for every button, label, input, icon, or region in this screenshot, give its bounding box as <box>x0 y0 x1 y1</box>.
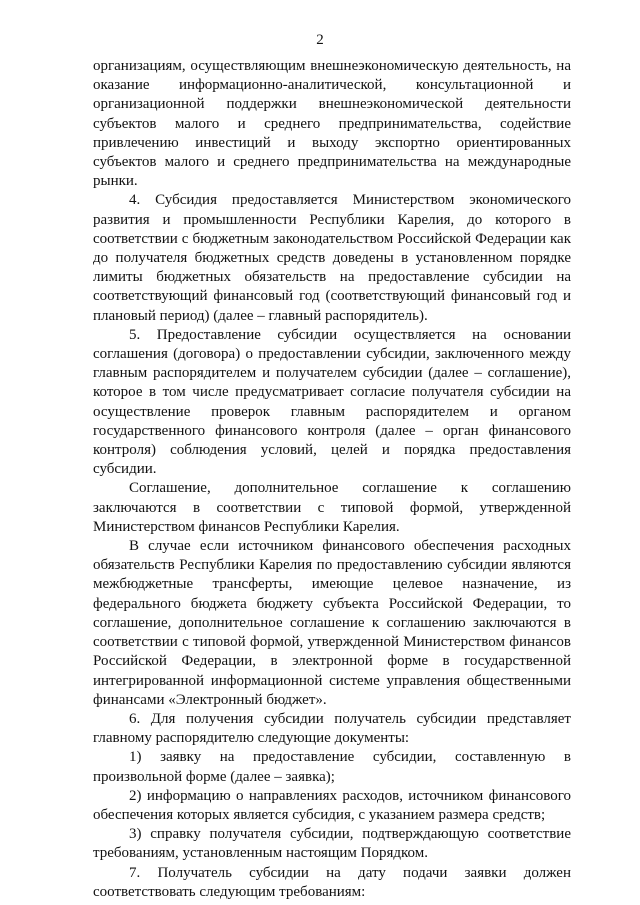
paragraph-item-5: 5. Предоставление субсидии осуществляется на основании соглашения (договора) о предоставлении субсидии, заключенного между главным распорядителем и получателем субсидии (далее – соглашение), которое в том числе предусматривает согласие получателя субсидии на осуществление проверок главным распорядителем и органом государственного финансового контроля (далее – орган финансового контроля) соблюдения условий, целей и порядка предоставления субсидии. <box>93 326 571 478</box>
document-body <box>93 57 571 902</box>
paragraph-agreement: Соглашение, дополнительное соглашение к соглашению заключаются в соответствии с типовой формой, утвержденной Министерством финансов Республики Карелия. <box>93 480 571 535</box>
list-item-3: 3) справку получателя субсидии, подтверждающую соответствие требованиям, установленным настоящим Порядком. <box>93 826 571 862</box>
paragraph-federal-funding: В случае если источником финансового обеспечения расходных обязательств Республики Карелия по предоставлению субсидии являются межбюджетные трансферты, имеющие целевое назначение, из федерального бюджета бюджету субъекта Российской Федерации, то соглашение, дополнительное соглашение к соглашению заключаются в соответствии с типовой формой, утвержденной Министерством финансов Российской Федерации, в электронной форме в государственной интегрированной информационной системе управления общественными финансами «Электронный бюджет». <box>93 538 571 708</box>
list-item-2: 2) информацию о направлениях расходов, источником финансового обеспечения которых является субсидия, с указанием размера средств; <box>93 787 571 823</box>
paragraph-item-7: 7. Получатель субсидии на дату подачи заявки должен соответствовать следующим требованиям: <box>93 864 571 900</box>
paragraph-item-4: 4. Субсидия предоставляется Министерством экономического развития и промышленности Республики Карелия, до которого в соответствии с бюджетным законодательством Российской Федерации как до получателя бюджетных средств доведены в установленном порядке лимиты бюджетных обязательств на предоставление субсидии на соответствующий финансовый год (соответствующий финансовый год и плановый период) (далее – главный распорядитель). <box>93 192 571 324</box>
paragraph-continuation: организациям, осуществляющим внешнеэкономическую деятельность, на оказание информационно-аналитической, консультационной и организационной поддержки внешнеэкономической деятельности субъектов малого и среднего предпринимательства, содействие привлечению инвестиций и выходу экспортно ориентированных субъектов малого и среднего предпринимательства на международные рынки. <box>93 58 571 190</box>
paragraph-item-6: 6. Для получения субсидии получатель субсидии представляет главному распорядителю следующие документы: <box>93 710 571 747</box>
page-number: 2 <box>316 32 324 48</box>
list-item-1: 1) заявку на предоставление субсидии, составленную в произвольной форме (далее – заявка); <box>93 749 571 785</box>
